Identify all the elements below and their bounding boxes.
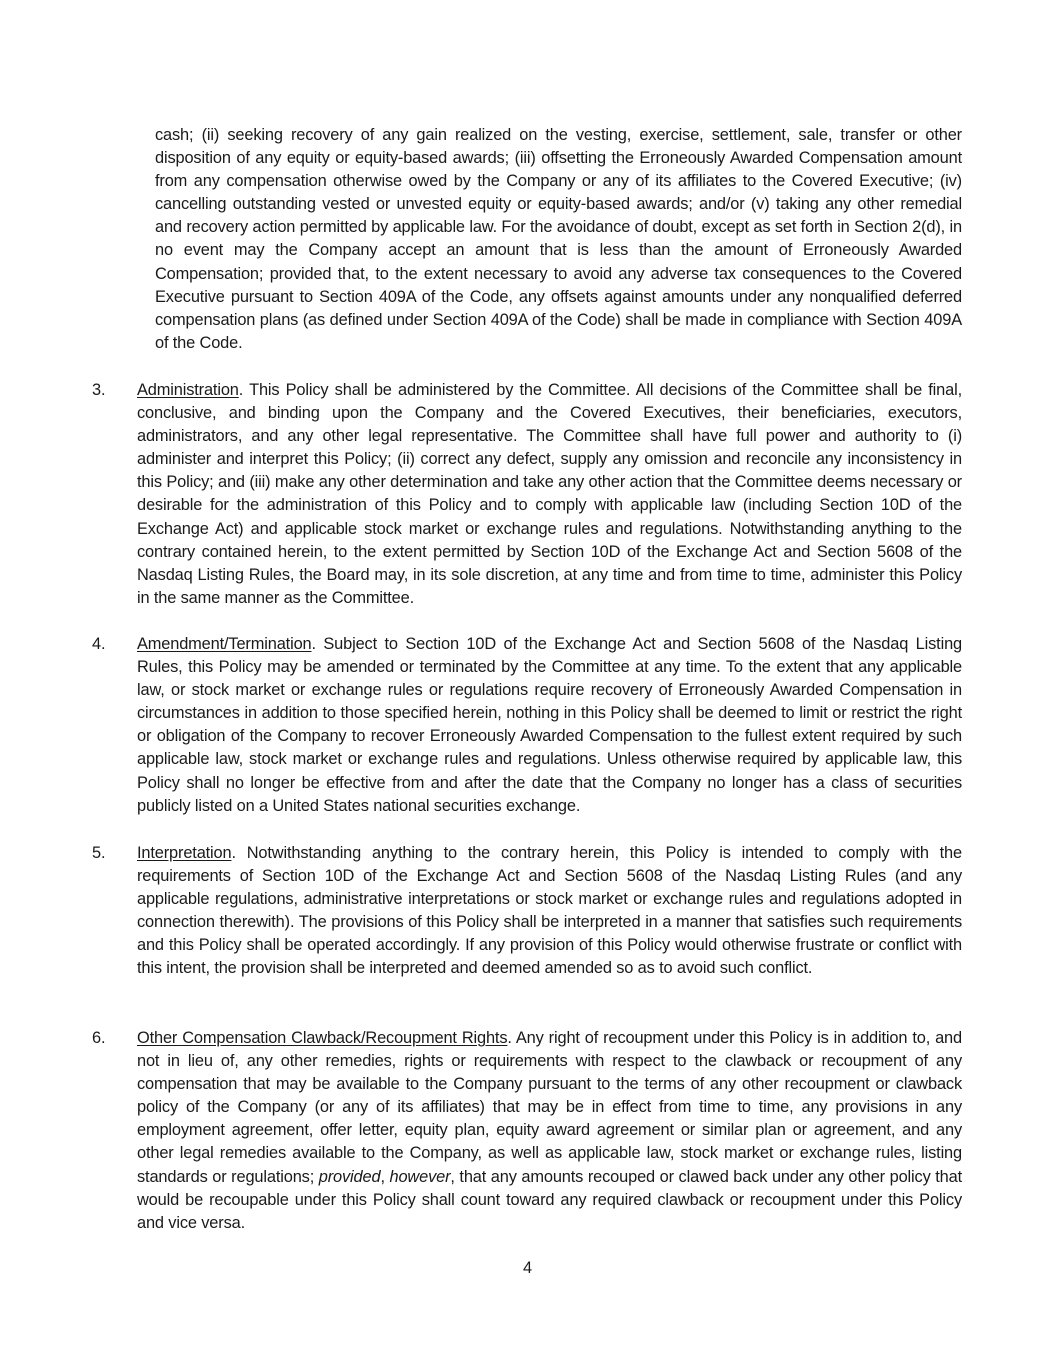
section-text: . Any right of recoupment under this Policy is in addition to, and not in lieu of, any other remedies, rights or requirements with respect to the clawback or recoupment of any compensation that may be available to the Company pursuant to the terms of any other recoupment or clawback policy of the Company (or any of its affiliates) that may be in effect from time to time, any provisions in any employment agreement, offer letter, equity plan, equity award agreement or similar plan or agreement, and any other legal remedies available to the Company, as well as applicable law, stock market or exchange rules, listing standards or regulations; <box>137 1029 962 1186</box>
section-number: 6. <box>92 1029 106 1047</box>
page-number: 4 <box>522 1259 533 1277</box>
section-text: . Notwithstanding anything to the contrary herein, this Policy is intended to comply with the requirements of Section 10D of the Exchange Act and Section 5608 of the Nasdaq Listing Rules (and any applicable regulations, administrative interpretations or stock market or exchange rules and regulations adopted in connection therewith). The provisions of this Policy shall be interpreted in a manner that satisfies such requirements and this Policy shall be operated accordingly. If any provision of this Policy would otherwise frustrate or conflict with this intent, the provision shall be interpreted and deemed amended so as to avoid such conflict. <box>137 844 962 978</box>
section-body <box>137 1027 962 1235</box>
section-heading: Other Compensation Clawback/Recoupment Rights <box>137 1029 508 1047</box>
section-heading: Interpretation <box>137 844 232 862</box>
continuation-text: cash; (ii) seeking recovery of any gain realized on the vesting, exercise, settlement, sale, transfer or other disposition of any equity or equity-based awards; (iii) offsetting the Erroneously Awarded Compensation amount from any compensation otherwise owed by the Company or any of its affiliates to the Covered Executive; (iv) cancelling outstanding vested or unvested equity or equity-based awards; and/or (v) taking any other remedial and recovery action permitted by applicable law. For the avoidance of doubt, except as set forth in Section 2(d), in no event may the Company accept an amount that is less than the amount of Erroneously Awarded Compensation; provided that, to the extent necessary to avoid any adverse tax consequences to the Covered Executive pursuant to Section 409A of the Code, any offsets against amounts under any nonqualified deferred compensation plans (as defined under Section 409A of the Code) shall be made in compliance with Section 409A of the Code. <box>155 126 962 352</box>
section-heading: Administration <box>137 381 239 399</box>
italic-however: however <box>389 1167 451 1186</box>
continuation-paragraph <box>155 124 962 355</box>
section-text-after: , that any amounts recouped or clawed back under any other policy that would be recoupable under this Policy shall count toward any required clawback or recoupment under this Policy and vice versa. <box>137 1167 962 1232</box>
section-number: 5. <box>92 844 106 862</box>
section-amendment-termination <box>92 633 962 818</box>
section-interpretation <box>92 842 962 981</box>
section-administration <box>92 379 962 610</box>
section-other-compensation-clawback <box>92 1027 962 1235</box>
section-text: . Subject to Section 10D of the Exchange Act and Section 5608 of the Nasdaq Listing Rules, this Policy may be amended or terminated by the Committee at any time. To the extent that any applicable law, or stock market or exchange rules or regulations require recovery of Erroneously Awarded Compensation in circumstances in addition to those specified herein, nothing in this Policy shall be deemed to limit or restrict the right or obligation of the Company to recover Erroneously Awarded Compensation to the fullest extent required by such applicable law, stock market or exchange rules and regulations. Unless otherwise required by applicable law, this Policy shall no longer be effective from and after the date that the Company no longer has a class of securities publicly listed on a United States national securities exchange. <box>137 635 962 815</box>
section-body <box>137 842 962 981</box>
section-body <box>137 379 962 610</box>
section-heading: Amendment/Termination <box>137 635 312 653</box>
section-number: 3. <box>92 381 106 399</box>
italic-provided: provided <box>318 1167 381 1186</box>
section-body <box>137 633 962 818</box>
italic-separator: , <box>380 1167 390 1186</box>
section-number: 4. <box>92 635 106 653</box>
section-text: . This Policy shall be administered by the Committee. All decisions of the Committee shall be final, conclusive, and binding upon the Company and the Covered Executives, their beneficiaries, executors, administrators, and any other legal representative. The Committee shall have full power and authority to (i) administer and interpret this Policy; (ii) correct any defect, supply any omission and reconcile any inconsistency in this Policy; and (iii) make any other determination and take any other action that the Committee deems necessary or desirable for the administration of this Policy and to comply with applicable law (including Section 10D of the Exchange Act) and applicable stock market or exchange rules and regulations. Notwithstanding anything to the contrary contained herein, to the extent permitted by Section 10D of the Exchange Act and Section 5608 of the Nasdaq Listing Rules, the Board may, in its sole discretion, at any time and from time to time, administer this Policy in the same manner as the Committee. <box>137 381 962 607</box>
